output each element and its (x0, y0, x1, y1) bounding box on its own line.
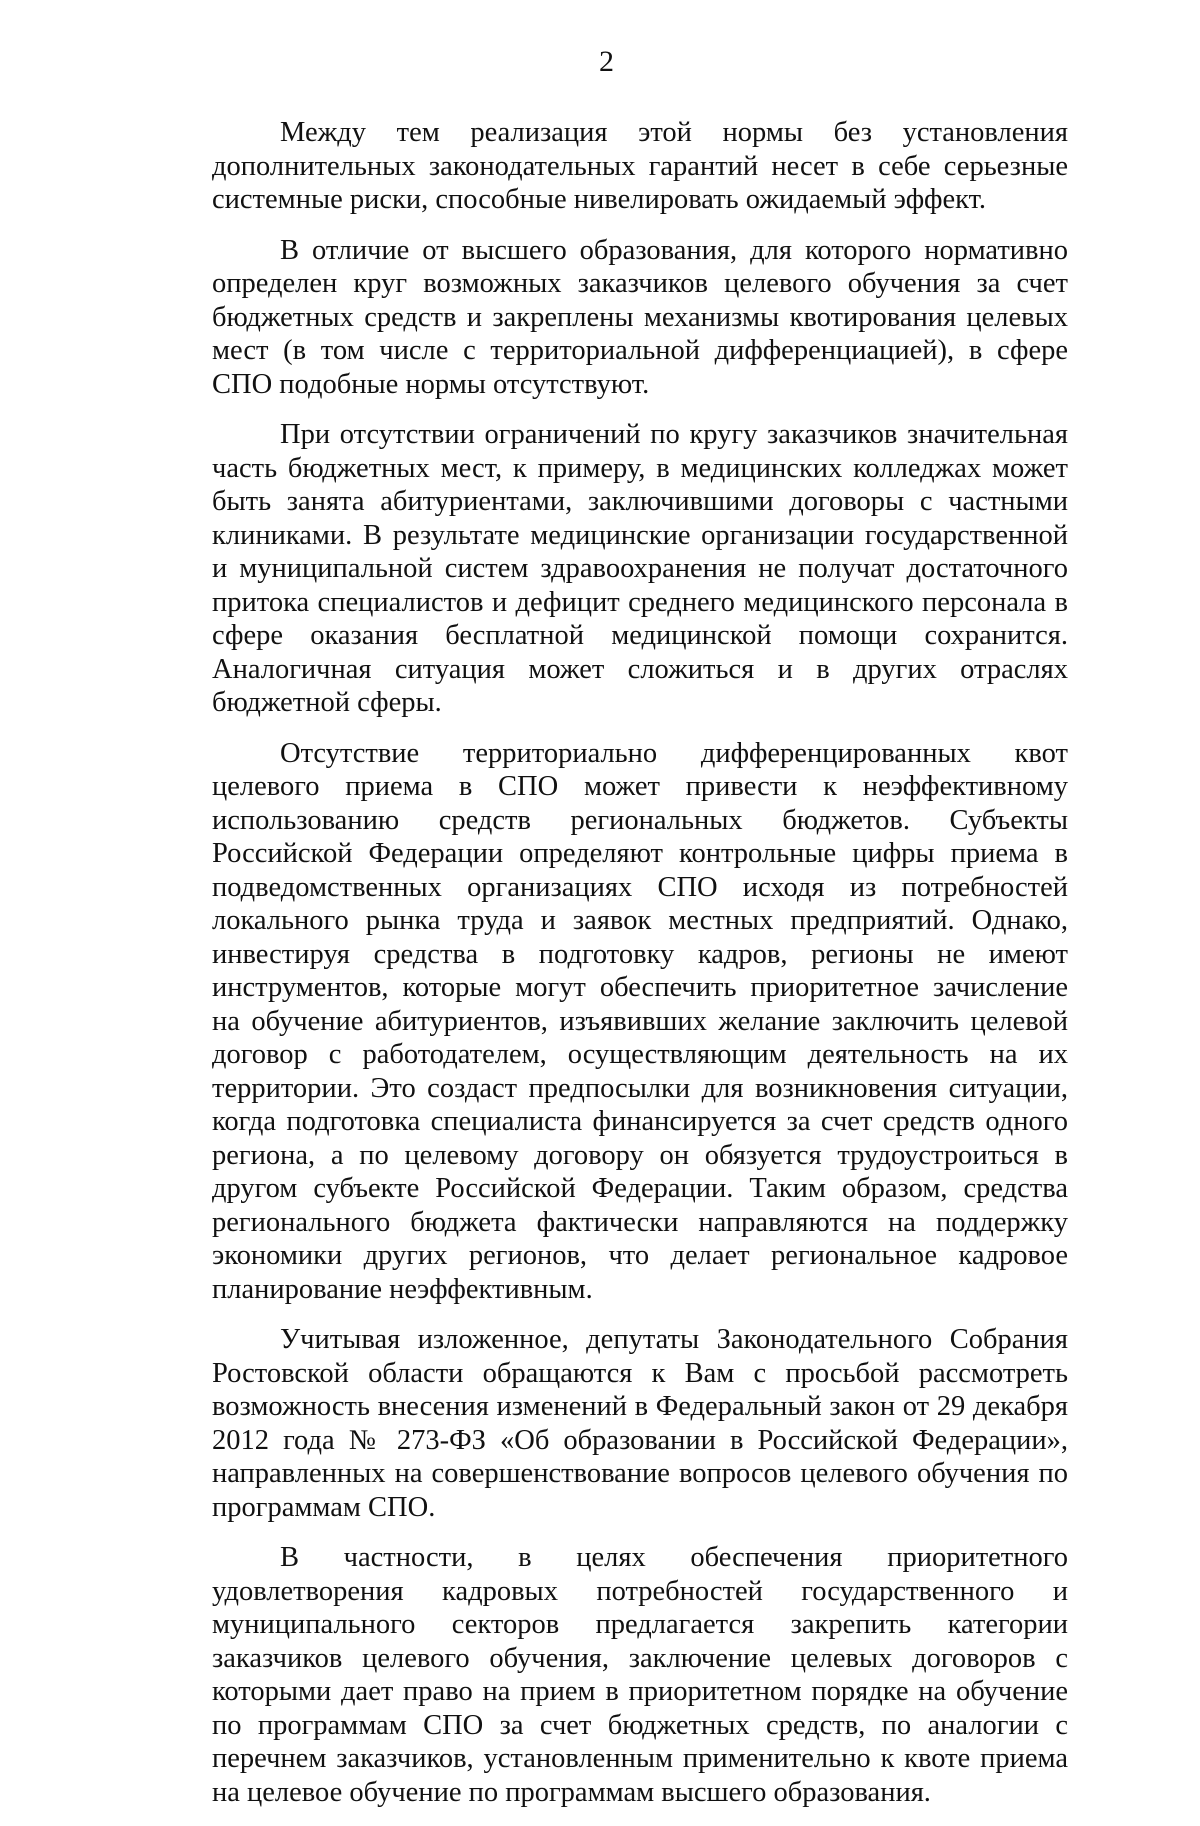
paragraph-territorial-quotas: Отсутствие территориально дифференцированных квот целевого приема в СПО может привести к неэффективному использованию средств региональных бюджетов. Субъекты Российской Федерации определяют контрольные цифры приема в подведомственных организациях СПО исходя из потребностей локального рынка труда и заявок местных предприятий. Однако, инвестируя средства в подготовку кадров, регионы не имеют инструментов, которые могут обеспечить приоритетное зачисление на обучение абитуриентов, изъявивших желание заключить целевой договор с работодателем, осуществляющим деятельность на их территории. Это создаст предпосылки для возникновения ситуации, когда подготовка специалиста финансируется за счет средств одного региона, а по целевому договору он обязуется трудоустроиться в другом субъекте Российской Федерации. Таким образом, средства регионального бюджета фактически направляются на поддержку экономики других регионов, что делает региональное кадровое планирование неэффективным. (212, 737, 1068, 1305)
paragraph-request: Учитывая изложенное, депутаты Законодательного Собрания Ростовской области обращаются к Вам с просьбой рассмотреть возможность внесения изменений в Федеральный закон от 29 декабря 2012 года № 273-ФЗ «Об образовании в Российской Федерации», направленных на совершенствование вопросов целевого обучения по программам СПО. (212, 1324, 1068, 1523)
paragraph-medical-colleges: При отсутствии ограничений по кругу заказчиков значительная часть бюджетных мест, к примеру, в медицинских колледжах может быть занята абитуриентами, заключившими договоры с частными клиниками. В результате медицинские организации государственной и муниципальной систем здравоохранения не получат достаточного притока специалистов и дефицит среднего медицинского персонала в сфере оказания бесплатной медицинской помощи сохранится. Аналогичная ситуация может сложиться и в других отраслях бюджетной сферы. (212, 419, 1068, 718)
page-number: 2 (599, 45, 614, 78)
paragraph-higher-education-comparison: В отличие от высшего образования, для которого нормативно определен круг возможных заказчиков целевого обучения за счет бюджетных средств и закреплены механизмы квотирования целевых мест (в том числе с территориальной дифференциацией), в сфере СПО подобные нормы отсутствуют. (212, 234, 1068, 400)
paragraph-risks: Между тем реализация этой нормы без установления дополнительных законодательных гарантий несет в себе серьезные системные риски, способные нивелировать ожидаемый эффект. (212, 117, 1068, 215)
paragraph-proposal: В частности, в целях обеспечения приоритетного удовлетворения кадровых потребностей государственного и муниципального секторов предлагается закрепить категории заказчиков целевого обучения, заключение целевых договоров с которыми дает право на прием в приоритетном порядке на обучение по программам СПО за счет бюджетных средств, по аналогии с перечнем заказчиков, установленным применительно к квоте приема на целевое обучение по программам высшего образования. (212, 1542, 1068, 1808)
document-body (212, 116, 1068, 1826)
